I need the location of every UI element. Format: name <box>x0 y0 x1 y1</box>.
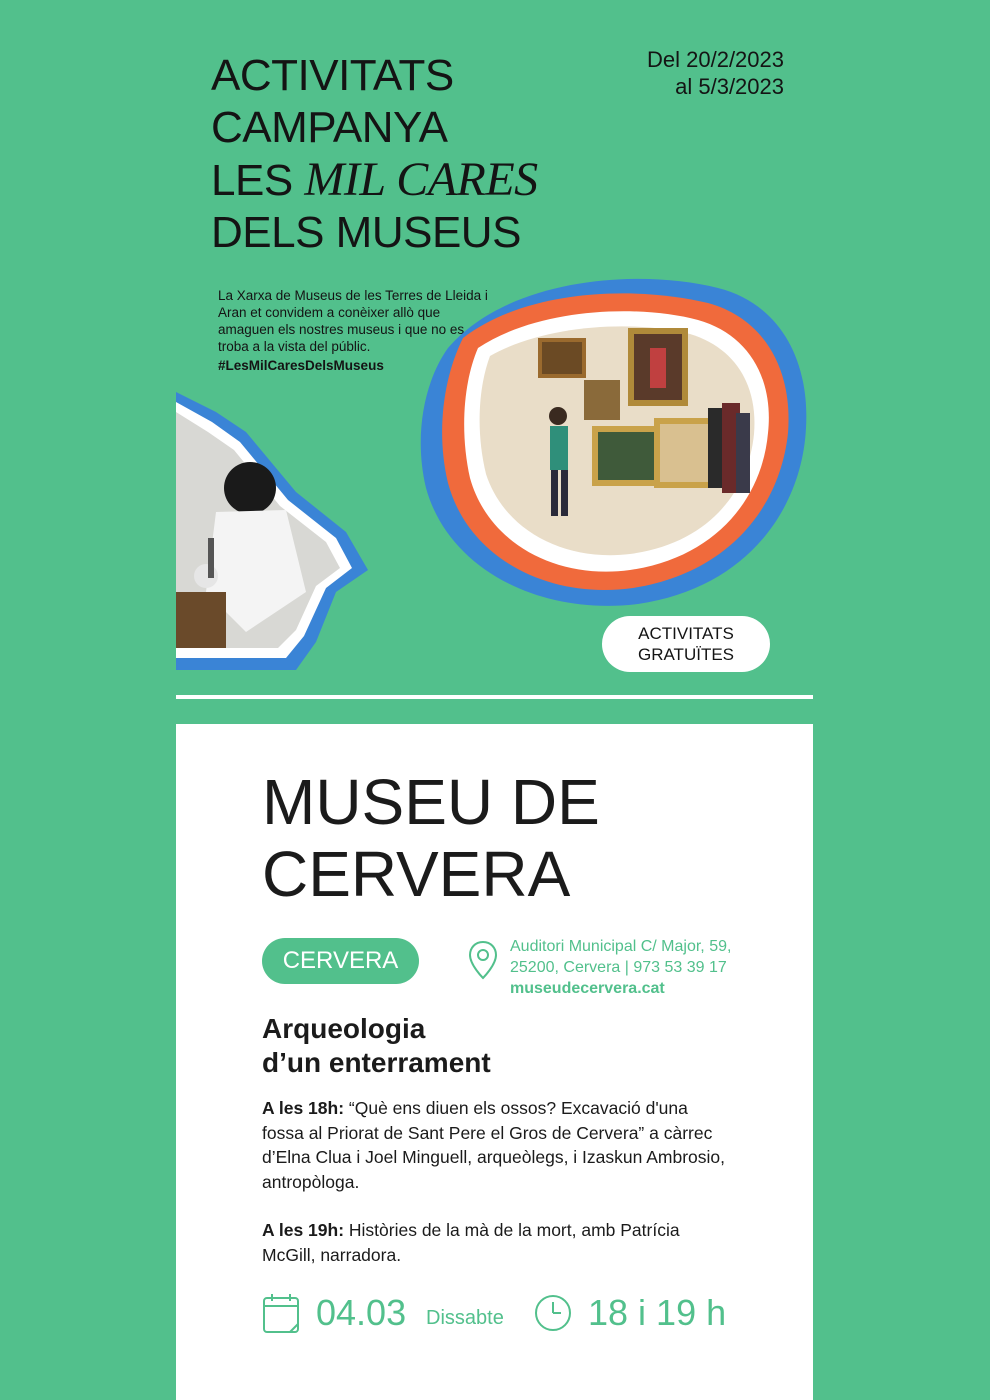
title-line-3a: LES <box>211 156 305 205</box>
event-weekday: Dissabte <box>426 1307 504 1329</box>
session-1-text: “Què ens diuen els ossos? Excavació d'una fossa al Priorat de Sant Pere el Gros de Cervera” a càrrec d’Elna Clua i Joel Minguell, arqueòlegs, i Izaskun Ambrosio, antropòloga. <box>262 1098 726 1192</box>
event-title-line-1: Arqueologia <box>262 1013 426 1044</box>
badge-line-1: ACTIVITATS <box>638 624 734 643</box>
title-line-1: ACTIVITATS <box>211 51 454 100</box>
session-1-time: A les 18h: <box>262 1098 345 1118</box>
website-link[interactable]: museudecervera.cat <box>510 980 665 997</box>
session-2 <box>262 1218 732 1267</box>
title-line-4: DELS MUSEUS <box>211 208 521 257</box>
badge-line-2: GRATUÏTES <box>637 645 735 664</box>
title-line-2: CAMPANYA <box>211 103 448 152</box>
event-title <box>262 1012 491 1080</box>
date-from: Del 20/2/2023 <box>647 47 784 72</box>
event-title-line-2: d’un enterrament <box>262 1047 491 1078</box>
event-description <box>262 1096 732 1291</box>
event-date: 04.03 <box>316 1292 407 1333</box>
address-line-2: 25200, Cervera | 973 53 39 17 <box>510 959 727 976</box>
campaign-dates <box>647 46 784 100</box>
town-badge: CERVERA <box>262 938 419 984</box>
intro-paragraph: La Xarxa de Museus de les Terres de Lleida i Aran et convidem a conèixer allò que amaguen els nostres museus i que no es troba a la vista del públic. <box>218 288 488 354</box>
campaign-title <box>211 50 538 259</box>
museum-name-line-1: MUSEU DE <box>262 766 600 838</box>
clock-icon <box>534 1294 572 1332</box>
lab-work-photo <box>176 392 368 670</box>
museum-name-line-2: CERVERA <box>262 838 571 910</box>
address-line-1: Auditori Municipal C/ Major, 59, <box>510 938 732 955</box>
section-divider <box>176 695 813 699</box>
free-activities-badge <box>602 616 770 672</box>
event-hours: 18 i 19 h <box>588 1292 727 1333</box>
event-schedule <box>262 1290 782 1338</box>
date-to: al 5/3/2023 <box>675 74 784 99</box>
session-2-text: Històries de la mà de la mort, amb Patrícia McGill, narradora. <box>262 1220 680 1265</box>
location-pin-icon <box>468 940 498 980</box>
museum-name <box>262 766 600 910</box>
session-2-time: A les 19h: <box>262 1220 345 1240</box>
museum-event-card <box>176 724 813 1400</box>
session-1 <box>262 1096 732 1194</box>
calendar-icon <box>262 1292 302 1334</box>
venue-address <box>510 936 731 999</box>
hashtag: #LesMilCaresDelsMuseus <box>218 358 384 373</box>
museum-visit-photo <box>418 268 812 608</box>
title-line-3-italic: MIL CARES <box>304 153 538 206</box>
